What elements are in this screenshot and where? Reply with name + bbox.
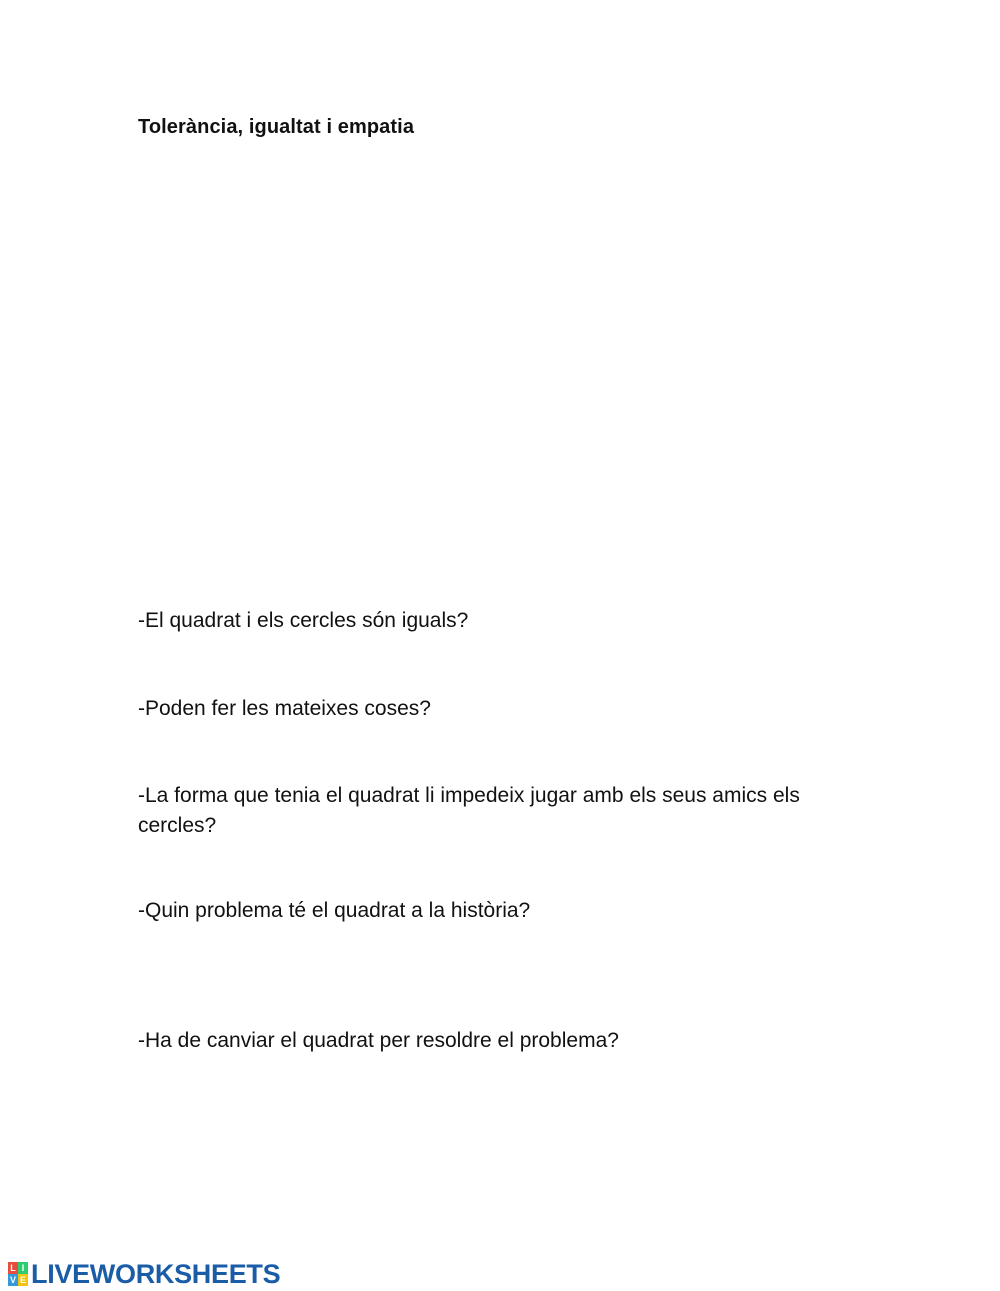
logo-mark-letter: I <box>18 1262 28 1274</box>
question-1: -El quadrat i els cercles són iguals? <box>138 609 469 632</box>
logo-mark-letter: V <box>9 1275 16 1285</box>
logo-mark-icon <box>8 1262 28 1286</box>
question-5: -Ha de canviar el quadrat per resoldre el problema? <box>138 1029 619 1052</box>
question-4: -Quin problema té el quadrat a la història? <box>138 899 531 922</box>
liveworksheets-logo <box>8 1260 280 1288</box>
page-title: Tolerància, igualtat i empatia <box>138 116 415 138</box>
question-3: -La forma que tenia el quadrat li impedeix jugar amb els seus amics els cercles? <box>138 784 800 837</box>
question-2: -Poden fer les mateixes coses? <box>138 697 431 720</box>
logo-mark-letter: E <box>19 1275 26 1285</box>
logo-mark-letter: L <box>8 1262 18 1274</box>
logo-text: LIVEWORKSHEETS <box>31 1258 281 1289</box>
